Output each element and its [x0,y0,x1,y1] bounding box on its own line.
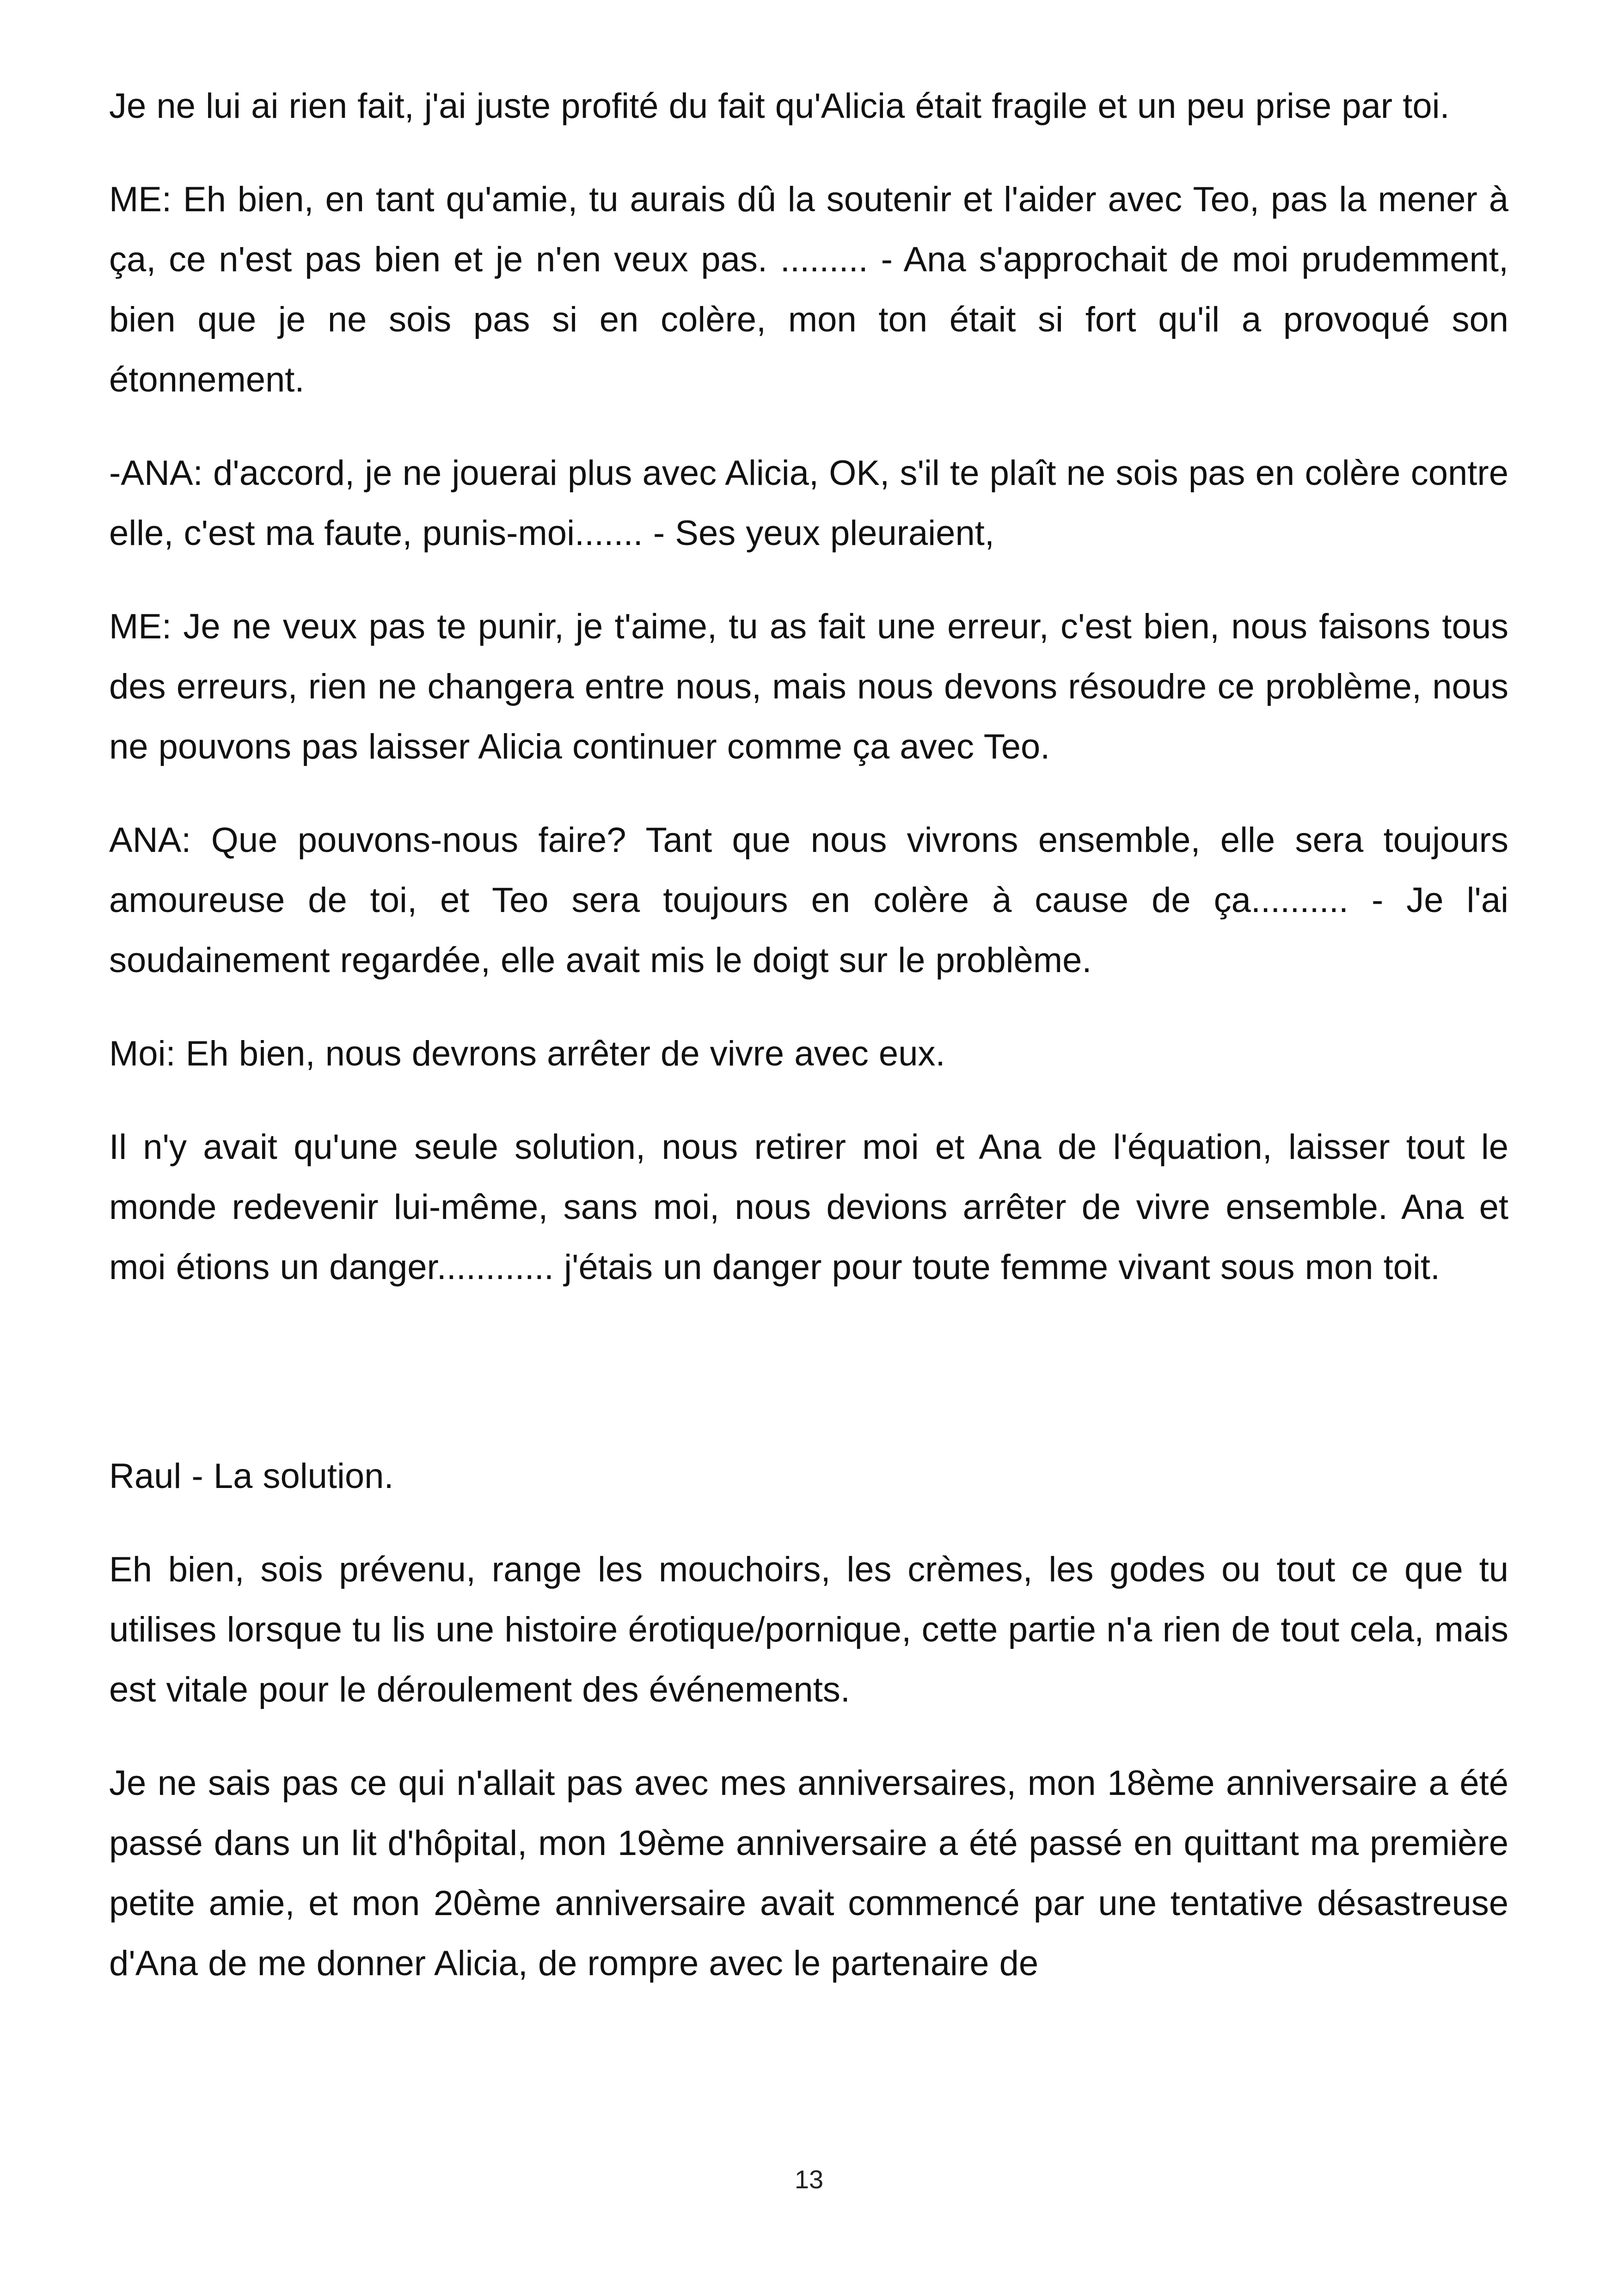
section-heading: Raul - La solution. [109,1457,394,1496]
paragraph: ME: Je ne veux pas te punir, je t'aime, tu as fait une erreur, c'est bien, nous faisons tous des erreurs, rien ne changera entre nous, mais nous devons résoudre ce problème, nous ne pouvons pas laisser Alicia continuer comme ça avec Teo. [109,607,1508,766]
paragraph: Il n'y avait qu'une seule solution, nous retirer moi et Ana de l'équation, laisser tout le monde redevenir lui-même, sans moi, nous devions arrêter de vivre ensemble. Ana et moi étions un danger............ j'étais un danger pour toute femme vivant sous mon toit. [109,1127,1508,1287]
page-body [109,76,1508,2027]
paragraph: Je ne sais pas ce qui n'allait pas avec mes anniversaires, mon 18ème anniversaire a été passé dans un lit d'hôpital, mon 19ème anniversaire a été passé en quittant ma première petite amie, et mon 20ème anniversaire avait commencé par une tentative désastreuse d'Ana de me donner Alicia, de rompre avec le partenaire de [109,1763,1508,1983]
page-number: 13 [794,2165,824,2194]
paragraph: Moi: Eh bien, nous devrons arrêter de vivre avec eux. [109,1034,945,1073]
paragraph: ME: Eh bien, en tant qu'amie, tu aurais dû la soutenir et l'aider avec Teo, pas la mener à ça, ce n'est pas bien et je n'en veux pas. ......... - Ana s'approchait de moi prudemment, bien que je ne sois pas si en colère, mon ton était si fort qu'il a provoqué son étonnement. [109,180,1508,399]
paragraph: Je ne lui ai rien fait, j'ai juste profité du fait qu'Alicia était fragile et un peu prise par toi. [109,86,1450,126]
paragraph: Eh bien, sois prévenu, range les mouchoirs, les crèmes, les godes ou tout ce que tu utilises lorsque tu lis une histoire érotique/pornique, cette partie n'a rien de tout cela, mais est vitale pour le déroulement des événements. [109,1550,1508,1709]
section-spacer [109,1331,1508,1446]
paragraph: -ANA: d'accord, je ne jouerai plus avec Alicia, OK, s'il te plaît ne sois pas en colère contre elle, c'est ma faute, punis-moi....... - Ses yeux pleuraient, [109,453,1508,553]
paragraph: ANA: Que pouvons-nous faire? Tant que nous vivrons ensemble, elle sera toujours amoureuse de toi, et Teo sera toujours en colère à cause de ça.......... - Je l'ai soudainement regardée, elle avait mis le doigt sur le problème. [109,820,1508,980]
